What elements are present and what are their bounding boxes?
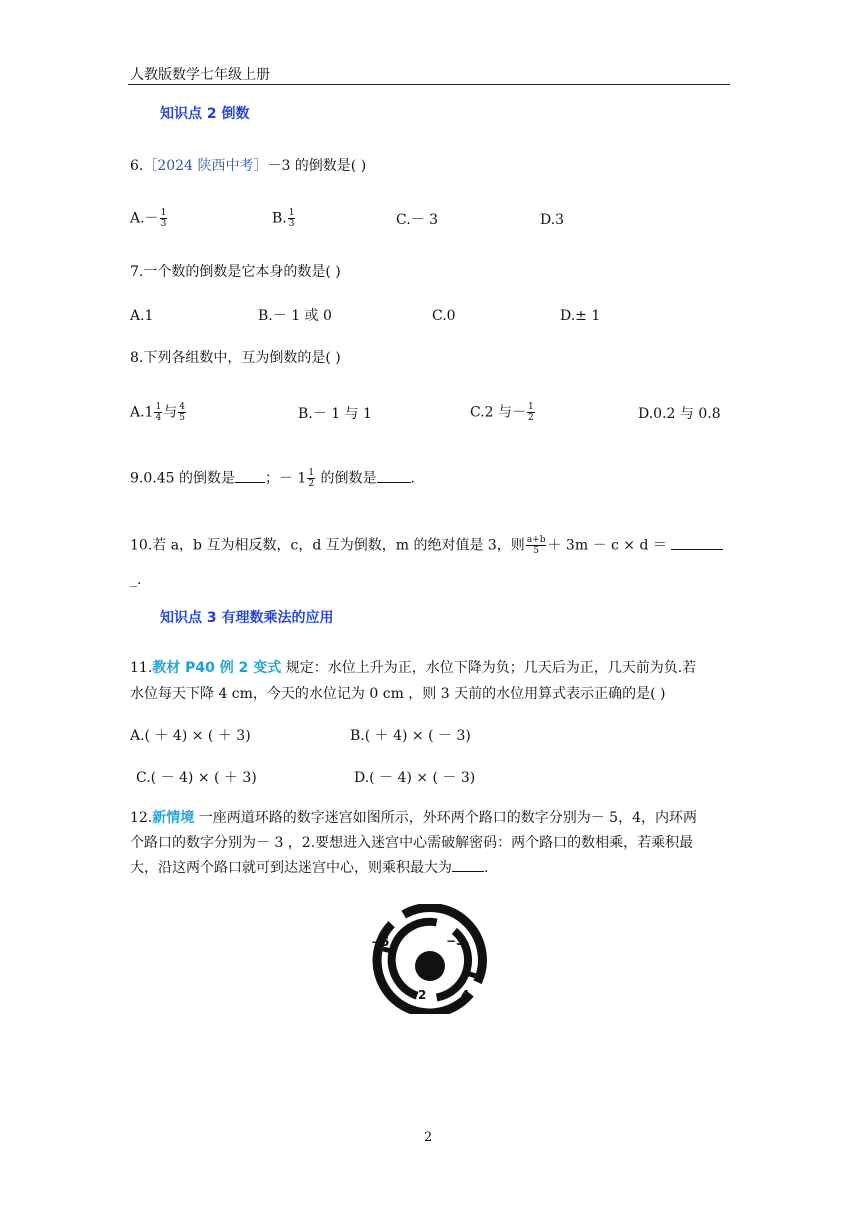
question-8: 8.下列各组数中，互为倒数的是( ) — [130, 350, 341, 366]
q6-option-d: D.3 — [540, 212, 565, 228]
q12-line2: 个路口的数字分别为－ 3 ，2.要想进入迷宫中心需破解密码：两个路口的数相乘，若乘积最 — [130, 835, 694, 851]
q8-option-d: D.0.2 与 0.8 — [638, 406, 721, 422]
q11-line2: 水位每天下降 4 cm，今天的水位记为 0 cm ，则 3 天前的水位用算式表示正确的是( ) — [130, 686, 666, 702]
q6-option-a: A.－ $\frac{1}{3}$ — [130, 208, 167, 229]
q7-option-a: A.1 — [130, 308, 154, 324]
maze-label-outer-left: −5 — [371, 935, 390, 949]
answer-blank[interactable] — [452, 859, 484, 872]
q6-number: 6. — [130, 158, 144, 174]
q11-option-b: B.( ＋ 4) × ( － 3) — [350, 728, 471, 744]
q12-line3: 大，沿这两个路口就可到达迷宫中心，则乘积最大为 . — [130, 860, 489, 876]
header-rule — [128, 84, 730, 85]
page-header: 人教版数学七年级上册 — [130, 67, 270, 83]
q12-tag: 新情境 — [152, 810, 195, 826]
q8-option-a: A.1 $\frac{1}{4}$ 与 $\frac{4}{5}$ — [130, 402, 185, 423]
maze-label-outer-right: 4 — [461, 988, 470, 1002]
question-10: 10.若 a，b 互为相反数，c，d 互为倒数，m 的绝对值是 3，则 $\frac{a+b}{5}$ ＋ 3m － c × d ＝ — [130, 535, 723, 556]
question-9: 9.0.45 的倒数是 ；－ 1 $\frac{1}{2}$ 的倒数是 . — [130, 468, 415, 489]
answer-blank[interactable] — [671, 537, 723, 550]
q11-option-c: C.( － 4) × ( ＋ 3) — [136, 770, 257, 786]
question-11: 11.教材 P40 例 2 变式 规定：水位上升为正，水位下降为负；几天后为正，几天前为负.若 — [130, 660, 697, 676]
q7-option-c: C.0 — [432, 308, 456, 324]
fraction: $\frac{1}{3}$ — [288, 208, 295, 229]
fraction: $\frac{1}{2}$ — [528, 402, 534, 423]
maze-figure — [366, 904, 496, 1014]
section-title-2: 知识点 2 倒数 — [160, 106, 250, 122]
maze-label-inner-bottom: 2 — [418, 988, 427, 1002]
fraction: $\frac{a+b}{5}$ — [526, 535, 546, 556]
fraction: $\frac{1}{3}$ — [160, 208, 167, 229]
q8-option-c: C.2 与－ $\frac{1}{2}$ — [470, 402, 534, 423]
page-number: 2 — [424, 1130, 433, 1145]
q7-option-b: B.－ 1 或 0 — [258, 308, 332, 324]
answer-blank[interactable] — [235, 470, 265, 483]
q8-option-b: B.－ 1 与 1 — [298, 406, 372, 422]
q6-text: －3 的倒数是( ) — [267, 158, 367, 174]
maze-bar — [383, 949, 396, 952]
section-title-3: 知识点 3 有理数乘法的应用 — [160, 610, 334, 626]
maze-center — [415, 951, 445, 981]
fraction: $\frac{1}{4}$ — [155, 402, 162, 423]
q11-tag: 教材 P40 例 2 变式 — [152, 660, 282, 676]
q11-option-a: A.( ＋ 4) × ( ＋ 3) — [130, 728, 251, 744]
fraction: $\frac{1}{2}$ — [308, 468, 315, 489]
q7-option-d: D.± 1 — [560, 308, 601, 324]
q10-tail: _. — [130, 572, 142, 588]
maze-label-inner-right: −3 — [446, 934, 465, 948]
q11-option-d: D.( － 4) × ( － 3) — [354, 770, 476, 786]
fraction: $\frac{4}{5}$ — [179, 402, 185, 423]
question-12: 12.新情境 一座两道环路的数字迷宫如图所示，外环两个路口的数字分别为－ 5，4，内环两 — [130, 810, 697, 826]
q6-source: ［2024 陕西中考］ — [143, 158, 268, 174]
question-6 — [130, 156, 366, 176]
q6-option-b: B. $\frac{1}{3}$ — [272, 208, 295, 229]
question-7: 7.一个数的倒数是它本身的数是( ) — [130, 264, 341, 280]
q6-option-c: C.－ 3 — [396, 212, 439, 228]
answer-blank[interactable] — [377, 470, 411, 483]
